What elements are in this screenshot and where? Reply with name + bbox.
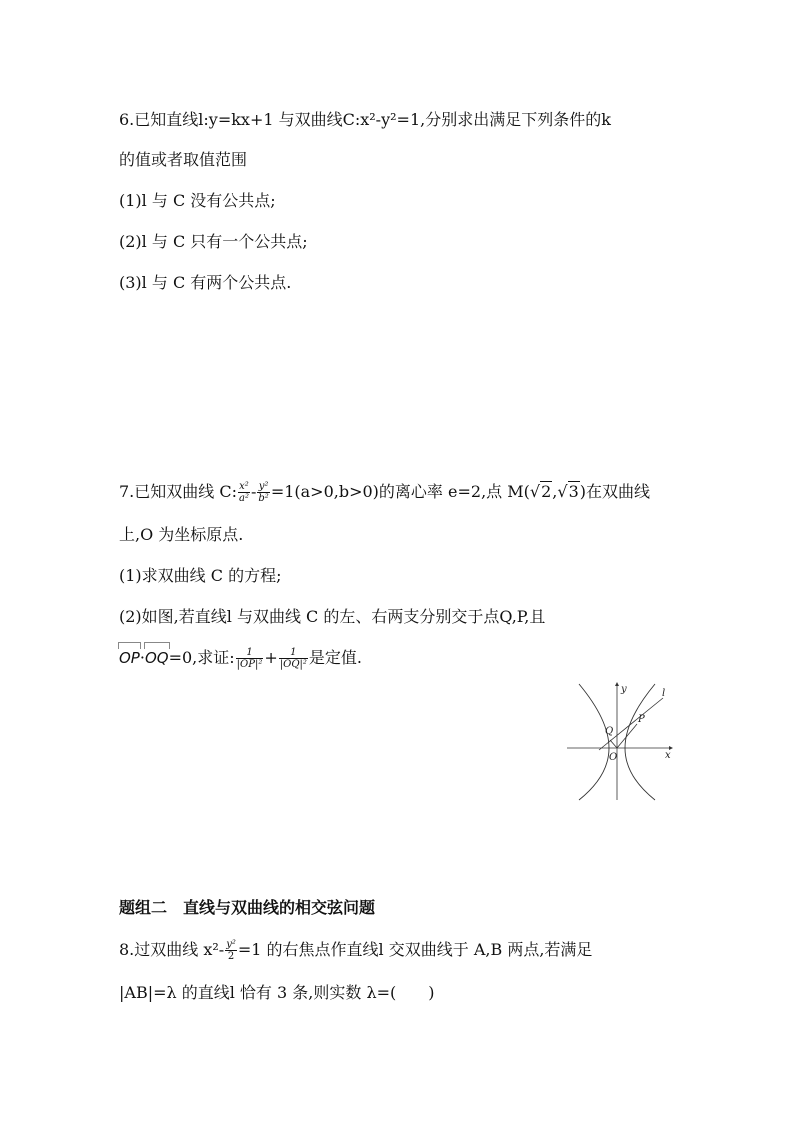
q7-f1-num: 1: [236, 647, 264, 659]
q7-line2: 上,O 为坐标原点.: [119, 525, 244, 544]
q7-line-condition: [119, 646, 362, 670]
q7-sqrt2: √2: [529, 482, 552, 501]
label-x: x: [665, 750, 671, 761]
q7-f2-num: 1: [279, 647, 308, 659]
q8-frac-den: 2: [227, 951, 235, 962]
q7-frac2-num: y²: [258, 481, 269, 492]
q7-fraction-x: [238, 481, 250, 504]
q7-sqrt3: √3: [557, 482, 579, 501]
q7-comma: ,: [552, 482, 558, 501]
q7-fraction-oq: [279, 647, 308, 670]
q7-part2: (2)如图,若直线l 与双曲线 C 的左、右两支分别交于点Q,P,且: [119, 607, 546, 626]
q7-f2-den: |OQ|²: [279, 659, 307, 670]
q7-frac1-num: x²: [239, 481, 249, 492]
q7-mid: =1(a>0,b>0)的离心率 e=2,点 M(: [270, 482, 530, 501]
q7-line1: [119, 480, 650, 504]
section-heading: 题组二 直线与双曲线的相交弦问题: [119, 898, 376, 917]
right-branch: [625, 684, 655, 800]
q8-line1: [119, 938, 592, 962]
q6-part3: (3)l 与 C 有两个公共点.: [119, 273, 292, 292]
q6-part1: (1)l 与 C 没有公共点;: [119, 191, 276, 210]
q7-sqrt2-radicand: 3: [568, 482, 579, 501]
q8-line2: |AB|=λ 的直线l 恰有 3 条,则实数 λ=( ): [119, 983, 435, 1002]
line-l: [599, 698, 663, 750]
q7-dot: ·: [139, 648, 145, 667]
label-y: y: [621, 684, 627, 695]
q7-cond: =0,求证:: [168, 648, 235, 667]
q7-prefix: 7.已知双曲线 C:: [119, 482, 237, 501]
q7-fraction-y: [257, 481, 269, 504]
q6-line1: 6.已知直线l:y=kx+1 与双曲线C:x²-y²=1,分别求出满足下列条件的k: [119, 110, 611, 129]
q6-part2: (2)l 与 C 只有一个公共点;: [119, 232, 308, 251]
y-axis-arrow: [615, 682, 619, 686]
q7-fraction-op: [236, 647, 264, 670]
left-branch: [579, 684, 609, 800]
q7-frac1-den: a²: [239, 493, 249, 504]
q7-minus: -: [250, 482, 257, 501]
q7-suffix: )在双曲线: [579, 482, 650, 501]
q6-line2: 的值或者取值范围: [119, 150, 248, 169]
q8-rest: =1 的右焦点作直线l 交双曲线于 A,B 两点,若满足: [237, 940, 593, 959]
hyperbola-figure: [565, 680, 677, 802]
segment-oq: [610, 740, 617, 748]
label-p: P: [638, 714, 645, 725]
q8-prefix: 8.过双曲线 x²-: [119, 940, 225, 959]
label-l: l: [662, 688, 666, 699]
vector-op: OP: [119, 646, 140, 670]
vector-oq: OQ: [145, 646, 169, 670]
q7-plus: +: [264, 648, 278, 667]
q8-fraction: [225, 939, 237, 962]
q7-part1: (1)求双曲线 C 的方程;: [119, 566, 282, 585]
q7-end: 是定值.: [308, 648, 362, 667]
q7-frac2-den: b²: [258, 493, 269, 504]
q8-frac-num: y²: [226, 939, 236, 950]
q7-f1-den: |OP|²: [236, 659, 263, 670]
label-q: Q: [605, 726, 614, 737]
q7-sqrt1-radicand: 2: [541, 482, 552, 501]
label-o: O: [609, 752, 618, 763]
